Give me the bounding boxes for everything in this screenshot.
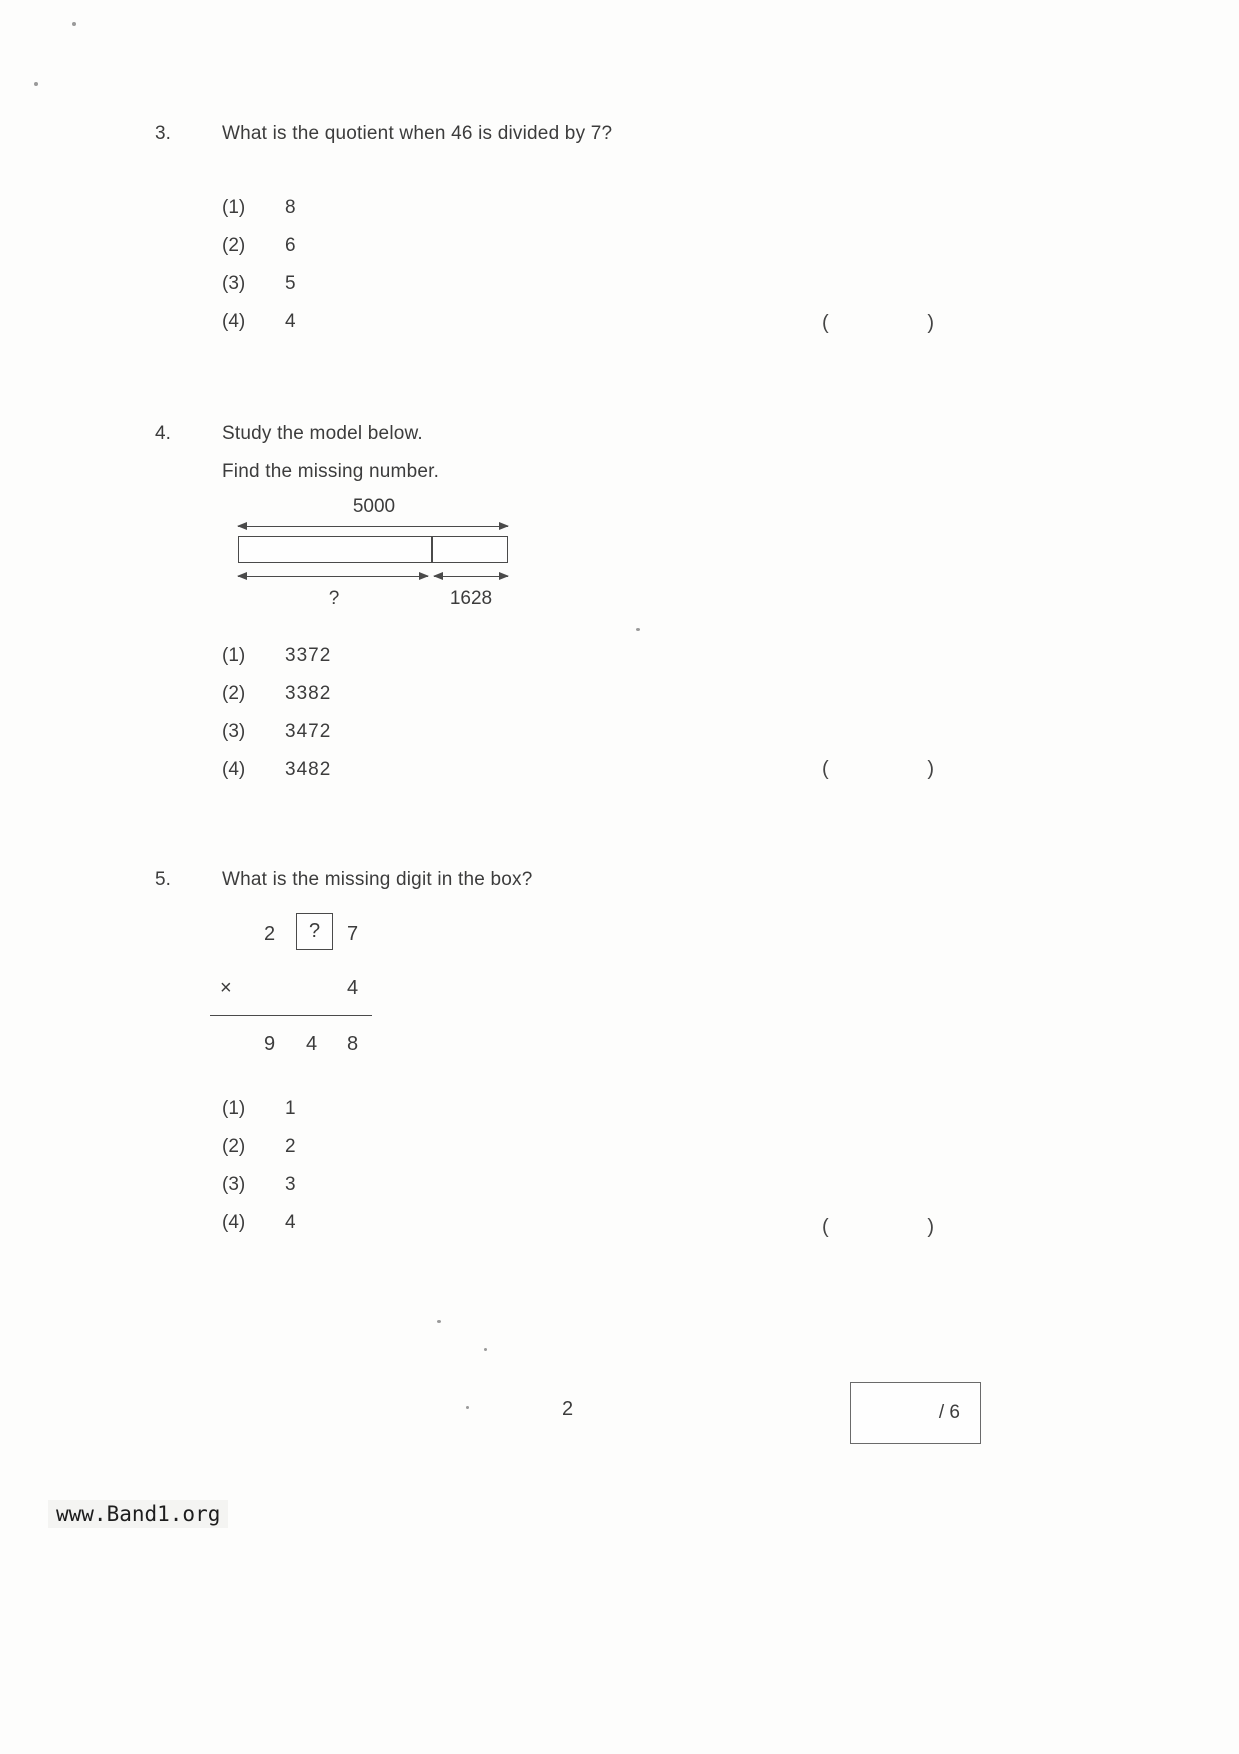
option-row <box>222 645 331 683</box>
mult-missing-digit-box <box>296 913 333 950</box>
option-label: (4) <box>222 759 246 780</box>
bar-model-known-label: 1628 <box>449 588 493 609</box>
option-label: (2) <box>222 235 246 256</box>
bar-model-part-arrow-right <box>434 576 508 577</box>
option-label: (4) <box>222 311 246 332</box>
question-number: 3. <box>155 123 171 144</box>
watermark: www.Band1.org <box>48 1500 228 1528</box>
bar-model-divider <box>431 537 433 562</box>
answer-brackets <box>822 1216 934 1239</box>
multiplication-block <box>210 907 385 1067</box>
product-digit: 9 <box>264 1033 276 1055</box>
question-text-line1: Study the model below. <box>222 423 423 444</box>
option-row <box>222 1136 297 1174</box>
option-value: 3472 <box>285 721 332 742</box>
bar-model-total-arrow <box>238 526 508 527</box>
mult-digit-ones: 7 <box>347 923 359 945</box>
option-value: 3382 <box>285 683 332 704</box>
bar-model-part-arrow-left <box>238 576 428 577</box>
option-row <box>222 1098 297 1136</box>
option-row <box>222 759 331 797</box>
score-box <box>850 1382 981 1444</box>
answer-bracket-close: ) <box>927 758 934 780</box>
option-value: 3 <box>285 1174 297 1195</box>
question-text: What is the missing digit in the box? <box>222 869 533 890</box>
answer-brackets <box>822 758 934 781</box>
options-list <box>222 1098 297 1250</box>
option-label: (1) <box>222 645 246 666</box>
product-digit: 4 <box>306 1033 318 1055</box>
answer-brackets <box>822 312 934 335</box>
scan-speck <box>72 22 76 26</box>
bar-model <box>238 496 510 616</box>
product-digit: 8 <box>347 1033 359 1055</box>
bar-model-bar <box>238 536 508 563</box>
question-text-line2: Find the missing number. <box>222 461 440 482</box>
option-value: 4 <box>285 311 297 332</box>
bar-model-total-label: 5000 <box>352 496 396 517</box>
page-number: 2 <box>562 1398 574 1420</box>
question-number: 4. <box>155 423 171 444</box>
option-row <box>222 721 331 759</box>
option-label: (1) <box>222 1098 246 1119</box>
answer-bracket-open: ( <box>822 1216 829 1238</box>
option-row <box>222 235 297 273</box>
bar-model-unknown-label: ? <box>328 588 340 609</box>
option-value: 3482 <box>285 759 332 780</box>
mult-operator: × <box>220 977 232 999</box>
option-value: 6 <box>285 235 297 256</box>
option-row <box>222 273 297 311</box>
option-label: (3) <box>222 273 246 294</box>
mult-rule-line <box>210 1015 372 1016</box>
option-label: (3) <box>222 721 246 742</box>
option-value: 8 <box>285 197 297 218</box>
question-text: What is the quotient when 46 is divided by 7? <box>222 123 613 144</box>
option-row <box>222 197 297 235</box>
option-value: 2 <box>285 1136 297 1157</box>
option-label: (4) <box>222 1212 246 1233</box>
scan-speck <box>34 82 38 86</box>
options-list <box>222 645 331 797</box>
option-value: 1 <box>285 1098 297 1119</box>
answer-bracket-close: ) <box>927 1216 934 1238</box>
answer-bracket-close: ) <box>927 312 934 334</box>
option-row <box>222 1174 297 1212</box>
mult-missing-digit: ? <box>308 920 321 942</box>
option-label: (2) <box>222 1136 246 1157</box>
answer-bracket-open: ( <box>822 758 829 780</box>
option-row <box>222 1212 297 1250</box>
scan-speck <box>636 628 640 631</box>
scan-speck <box>437 1320 441 1323</box>
question-number: 5. <box>155 869 171 890</box>
score-box-label: / 6 <box>938 1402 960 1423</box>
mult-multiplier: 4 <box>347 977 359 999</box>
mult-digit-hundreds: 2 <box>264 923 276 945</box>
option-value: 3372 <box>285 645 332 666</box>
option-value: 4 <box>285 1212 297 1233</box>
options-list <box>222 197 297 349</box>
option-label: (2) <box>222 683 246 704</box>
option-label: (3) <box>222 1174 246 1195</box>
option-row <box>222 311 297 349</box>
option-row <box>222 683 331 721</box>
scan-speck <box>466 1406 469 1409</box>
option-label: (1) <box>222 197 246 218</box>
answer-bracket-open: ( <box>822 312 829 334</box>
scan-speck <box>484 1348 487 1351</box>
option-value: 5 <box>285 273 297 294</box>
